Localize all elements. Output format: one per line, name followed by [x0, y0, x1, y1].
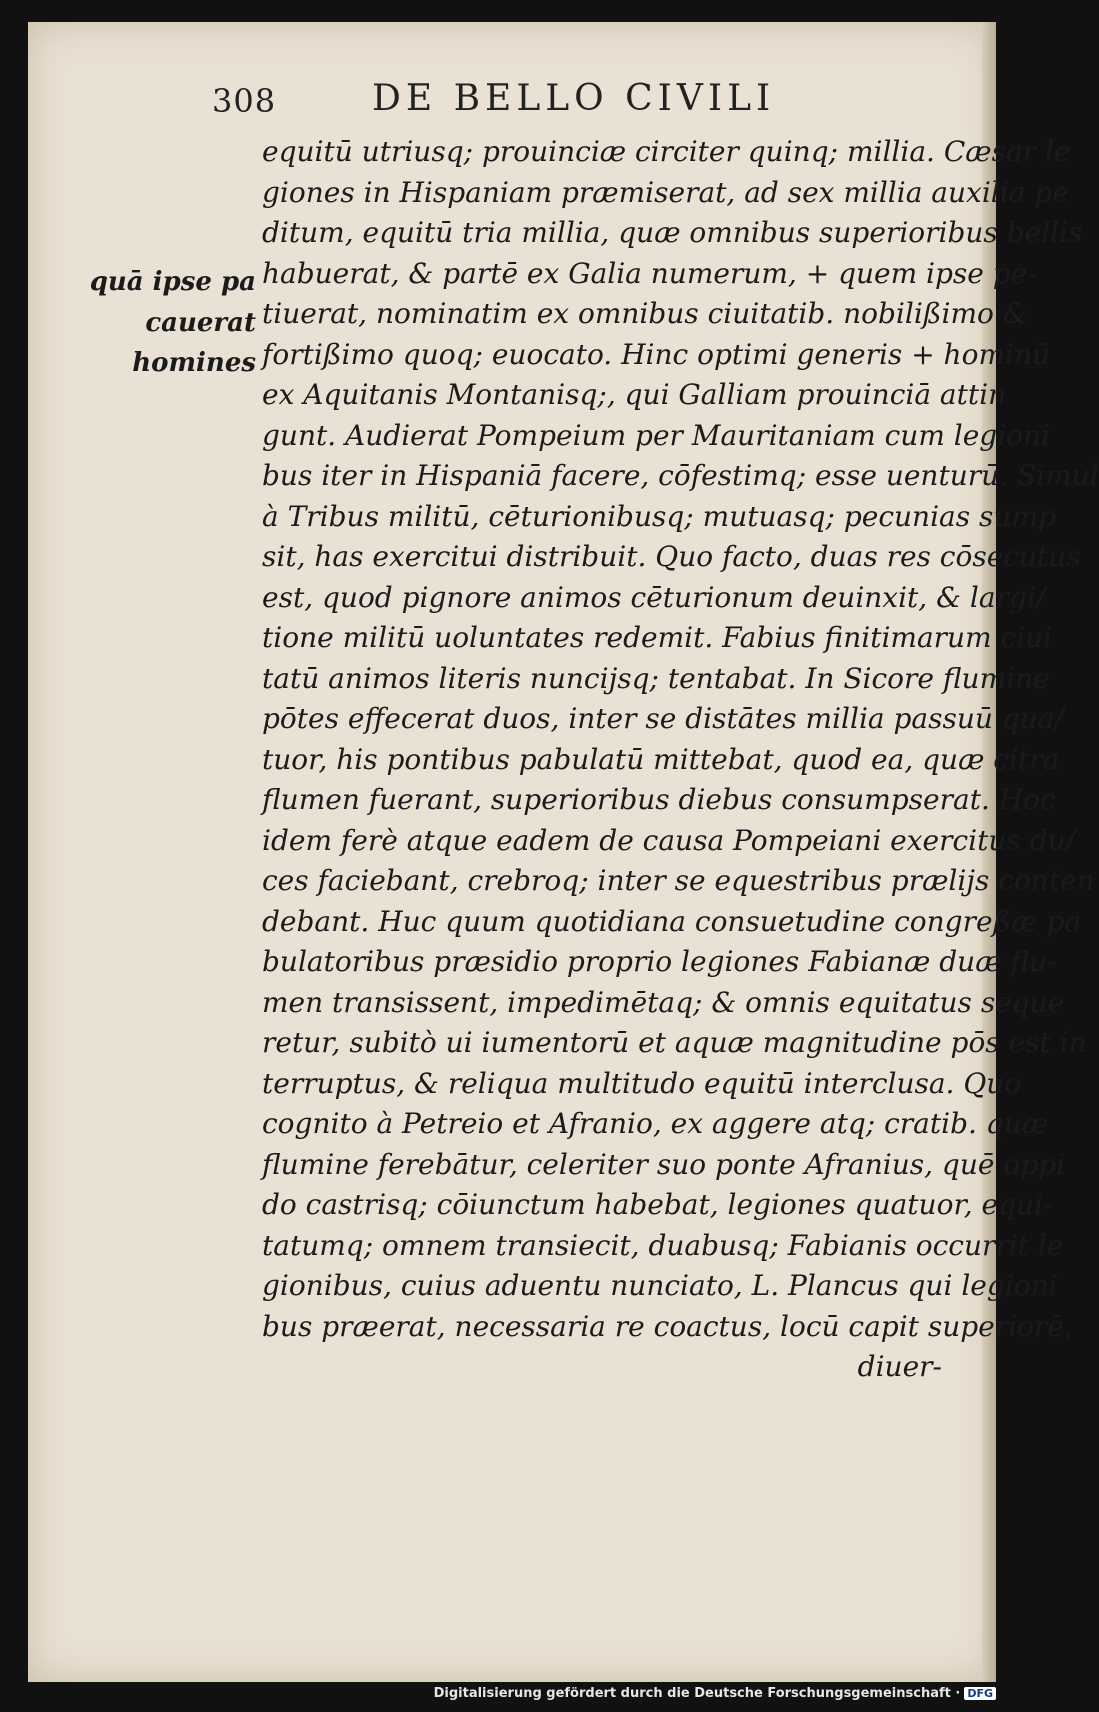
body-text — [262, 132, 1099, 1388]
page-header — [212, 74, 942, 130]
text-line: ces faciebant, crebroq; inter se equestribus prælijs conten — [262, 864, 1095, 897]
text-line: retur, subitò ui iumentorū et aquæ magnitudine pōs est in — [262, 1026, 1087, 1059]
text-line: do castrisq; cōiunctum habebat, legiones quatuor, equi- — [262, 1188, 1053, 1221]
text-line: ex Aquitanis Montanisq;, qui Galliam prouinciā attin — [262, 378, 1007, 411]
text-line: tatū animos literis nuncijsq; tentabat. In Sicore flumine — [262, 661, 1050, 695]
text-line: gunt. Audierat Pompeium per Mauritaniam cum legioni — [262, 418, 1051, 452]
text-line: tiuerat, nominatim ex omnibus ciuitatib. nobilißimo & — [262, 297, 1028, 330]
text-line: giones in Hispaniam præmiserat, ad sex millia auxilia pe — [262, 175, 1069, 209]
text-line: terruptus, & reliqua multitudo equitū interclusa. Quo — [262, 1066, 1022, 1100]
dfg-logo: DFG — [964, 1687, 996, 1700]
margin-note: quā ipse pa — [89, 267, 256, 297]
text-line: habuerat, & partē ex Galia numerum, + quem ipse pe- — [262, 256, 1037, 290]
running-title: DE BELLO CIVILI — [372, 78, 776, 119]
margin-note: cauerat — [145, 307, 256, 338]
text-line: à Tribus militū, cēturionibusq; mutuasq; pecunias sump — [262, 499, 1056, 533]
text-line: debant. Huc quum quotidiana consuetudine congreßæ pa — [262, 904, 1082, 938]
margin-note: homines — [132, 348, 256, 378]
digitization-credit — [434, 1686, 996, 1710]
text-line: gionibus, cuius aduentu nunciato, L. Plancus qui legioni — [262, 1269, 1058, 1302]
text-line: bus iter in Hispaniā facere, cōfestimq; esse uenturū. Simul — [262, 459, 1099, 492]
text-line: fortißimo quoq; euocato. Hinc optimi generis + hominū — [262, 337, 1051, 371]
text-line: idem ferè atque eadem de causa Pompeiani exercitus du/ — [262, 823, 1076, 857]
page-number: 308 — [212, 82, 277, 120]
marginal-notes — [88, 262, 256, 384]
text-line: tuor, his pontibus pabulatū mittebat, quod ea, quæ citra — [262, 742, 1060, 776]
text-line: tatumq; omnem transiecit, duabusq; Fabianis occurrit le — [262, 1228, 1064, 1262]
text-line: flumine ferebātur, celeriter suo ponte Afranius, quē oppi — [262, 1147, 1065, 1181]
text-line: flumen fuerant, superioribus diebus consumpserat. Hoc — [262, 783, 1056, 816]
credit-text: Digitalisierung gefördert durch die Deutsche Forschungsgemeinschaft · — [433, 1686, 961, 1701]
text-line: tione militū uoluntates redemit. Fabius finitimarum ciui — [262, 621, 1053, 654]
text-line: bus præerat, necessaria re coactus, locū capit superiorē, — [262, 1309, 1073, 1343]
text-line: ditum, equitū tria millia, quæ omnibus superioribus bellis — [262, 216, 1083, 249]
text-line: equitū utriusq; prouinciæ circiter quinq; millia. Cæsar le — [262, 135, 1071, 168]
text-line: sit, has exercitui distribuit. Quo facto, duas res cōsecutus — [262, 540, 1081, 573]
catchword: diuer- — [857, 1350, 942, 1383]
text-line: est, quod pignore animos cēturionum deuinxit, & largi/ — [262, 580, 1046, 614]
text-line: men transissent, impedimētaq; & omnis equitatus seque — [262, 985, 1065, 1019]
text-line: pōtes effecerat duos, inter se distātes millia passuū qua/ — [262, 702, 1064, 735]
text-line: bulatoribus præsidio proprio legiones Fabianæ duæ flu- — [262, 945, 1057, 978]
text-line: cognito à Petreio et Afranio, ex aggere atq; cratib. quæ — [262, 1107, 1049, 1140]
